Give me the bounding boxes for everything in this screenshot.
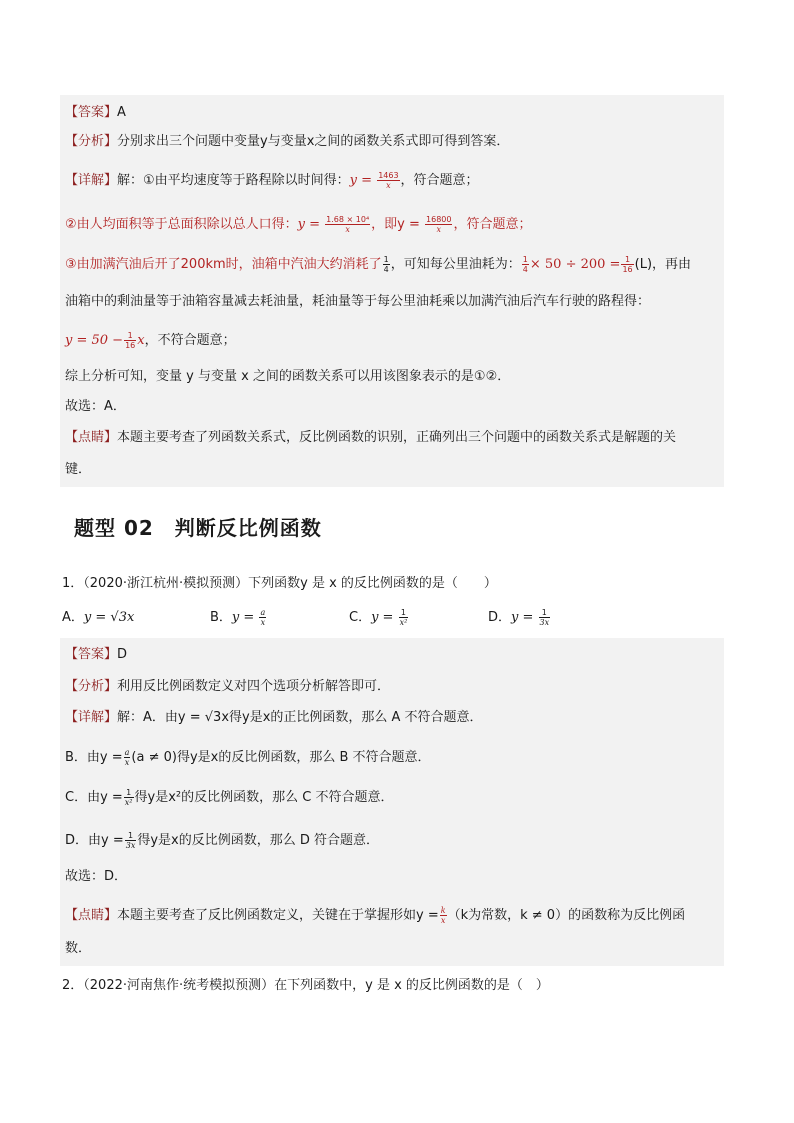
analysis-line	[65, 678, 390, 696]
detail-line-4: 油箱中的剩油量等于油箱容量减去耗油量，耗油量等于每公里油耗乘以加满汽油后汽车行驶的路程得：	[65, 294, 651, 309]
numerator: 1	[125, 831, 137, 841]
numerator: 1	[399, 608, 409, 618]
comment-text: 本题主要考查了反比例函数定义，关键在于掌握形如y =	[117, 908, 439, 923]
denominator: 3x	[539, 618, 550, 627]
option-formula: y =	[511, 610, 534, 625]
fraction	[399, 608, 409, 627]
detail-text: 得y是x²的反比例函数，那么 C 不符合题意．	[134, 790, 394, 805]
detail-text: ，不符合题意；	[144, 333, 236, 348]
detail-text: ，即y =	[371, 217, 425, 232]
comment-line-1	[65, 906, 685, 925]
fraction	[377, 171, 399, 190]
answer-tag: 【答案】	[65, 105, 118, 120]
fraction	[539, 608, 551, 627]
detail-line-d	[65, 831, 379, 850]
equation: y =	[297, 217, 325, 232]
analysis-line	[65, 133, 509, 151]
analysis-text: 分别求出三个问题中变量y与变量x之间的函数关系式即可得到答案．	[117, 134, 510, 149]
detail-text: ②由人均面积等于总面积除以总人口得：	[65, 217, 298, 232]
analysis-tag: 【分析】	[65, 134, 118, 149]
comment-tag: 【点睛】	[65, 908, 118, 923]
option-formula: y = √3x	[83, 610, 135, 625]
answer-line	[65, 104, 126, 122]
detail-text: 解：A．由y = √3x得y是x的正比例函数，那么 A 不符合题意．	[117, 710, 483, 725]
choose-line: 故选：D．	[65, 869, 128, 884]
denominator: 16	[125, 341, 136, 350]
option-b	[210, 606, 267, 627]
fraction	[425, 215, 452, 234]
detail-text: ，符合题意；	[453, 217, 532, 232]
summary-line: 综上分析可知，变量 y 与变量 x 之间的函数关系可以用该图象表示的是①②．	[65, 369, 511, 384]
comment-line-2: 键．	[65, 462, 92, 477]
fraction	[440, 906, 447, 925]
option-a	[62, 606, 134, 625]
question-1-stem: 1．（2020·浙江杭州·模拟预测）下列函数y 是 x 的反比例函数的是（ ）	[62, 576, 497, 591]
answer-line	[65, 646, 127, 664]
answer-tag: 【答案】	[65, 647, 118, 662]
denominator: x	[436, 225, 442, 234]
solution-block-2	[60, 638, 724, 966]
numerator: 16800	[426, 215, 452, 224]
fraction	[124, 331, 136, 350]
option-label: D．	[488, 610, 512, 625]
detail-line-2	[65, 215, 532, 234]
fraction	[325, 215, 370, 234]
option-d	[488, 606, 551, 627]
detail-tag: 【详解】	[65, 710, 118, 725]
section-title: 题型 02 判断反比例函数	[74, 516, 322, 540]
detail-tag: 【详解】	[65, 173, 118, 188]
detail-text: ③由加满汽油后开了200km时，油箱中汽油大约消耗了	[65, 257, 382, 272]
numerator: 1	[124, 331, 136, 341]
solution-block-1	[60, 95, 724, 487]
numerator: a	[124, 748, 130, 757]
detail-text: (L)，再由	[634, 257, 692, 272]
numerator: a	[260, 608, 266, 617]
fraction	[124, 788, 134, 807]
detail-line-3	[65, 255, 691, 274]
comment-text: （k为常数，k ≠ 0）的函数称为反比例函	[447, 908, 686, 923]
option-label: A．	[62, 610, 84, 625]
variable: x	[137, 333, 145, 348]
answer-value: A	[117, 105, 126, 120]
detail-text: ，可知每公里油耗为：	[390, 257, 521, 272]
numerator: 1463	[378, 171, 399, 180]
denominator: x	[124, 758, 130, 767]
equation: y = 50 −	[65, 333, 124, 348]
denominator: 4	[383, 265, 389, 274]
fraction	[383, 255, 390, 274]
numerator: 1	[522, 255, 528, 264]
denominator: 4	[522, 265, 528, 274]
comment-line-1	[65, 429, 676, 447]
option-formula: y =	[371, 610, 394, 625]
fraction	[125, 831, 137, 850]
detail-line-c	[65, 788, 393, 807]
detail-text: (a ≠ 0)得y是x的反比例函数，那么 B 不符合题意．	[131, 750, 431, 765]
numerator: k	[440, 906, 446, 915]
answer-value: D	[117, 647, 128, 662]
comment-line-2: 数．	[65, 941, 92, 956]
detail-line-5	[65, 331, 236, 350]
denominator: x	[345, 225, 350, 234]
option-label: C．	[349, 610, 372, 625]
detail-text: B．由y =	[65, 750, 123, 765]
choose-line: 故选：A．	[65, 399, 126, 414]
denominator: x²	[399, 618, 408, 627]
option-c	[349, 606, 409, 627]
denominator: 16	[622, 265, 633, 274]
option-formula: y =	[231, 610, 255, 625]
question-2-stem: 2．（2022·河南焦作·统考模拟预测）在下列函数中，y 是 x 的反比例函数的是（ ）	[62, 978, 549, 993]
numerator: 1	[124, 788, 134, 798]
numerator: 1	[539, 608, 551, 618]
denominator: x	[260, 618, 266, 627]
detail-text: C．由y =	[65, 790, 123, 805]
equation: y =	[349, 173, 377, 188]
detail-text: ，符合题意；	[400, 173, 479, 188]
detail-text: 得y是x的反比例函数，那么 D 符合题意．	[137, 833, 380, 848]
denominator: x	[386, 181, 391, 190]
detail-text: D．由y =	[65, 833, 124, 848]
fraction	[522, 255, 529, 274]
denominator: 3x	[125, 841, 136, 850]
analysis-tag: 【分析】	[65, 679, 118, 694]
detail-line-b	[65, 748, 431, 767]
detail-line-1	[65, 171, 479, 190]
fraction	[259, 608, 266, 627]
denominator: x²	[124, 798, 133, 807]
detail-text: 解：①由平均速度等于路程除以时间得：	[117, 173, 350, 188]
option-label: B．	[210, 610, 232, 625]
fraction	[621, 255, 633, 274]
numerator: 1	[621, 255, 633, 265]
denominator: x	[440, 916, 446, 925]
comment-tag: 【点睛】	[65, 430, 118, 445]
comment-text: 本题主要考查了列函数关系式，反比例函数的识别，正确列出三个问题中的函数关系式是解题的关	[117, 430, 677, 445]
analysis-text: 利用反比例函数定义对四个选项分析解答即可．	[117, 679, 391, 694]
fraction	[124, 748, 131, 767]
detail-line-a	[65, 709, 483, 727]
numerator: 1	[383, 255, 389, 264]
numerator: 1.68 × 10⁴	[326, 215, 370, 224]
equation: × 50 ÷ 200 =	[529, 257, 621, 272]
